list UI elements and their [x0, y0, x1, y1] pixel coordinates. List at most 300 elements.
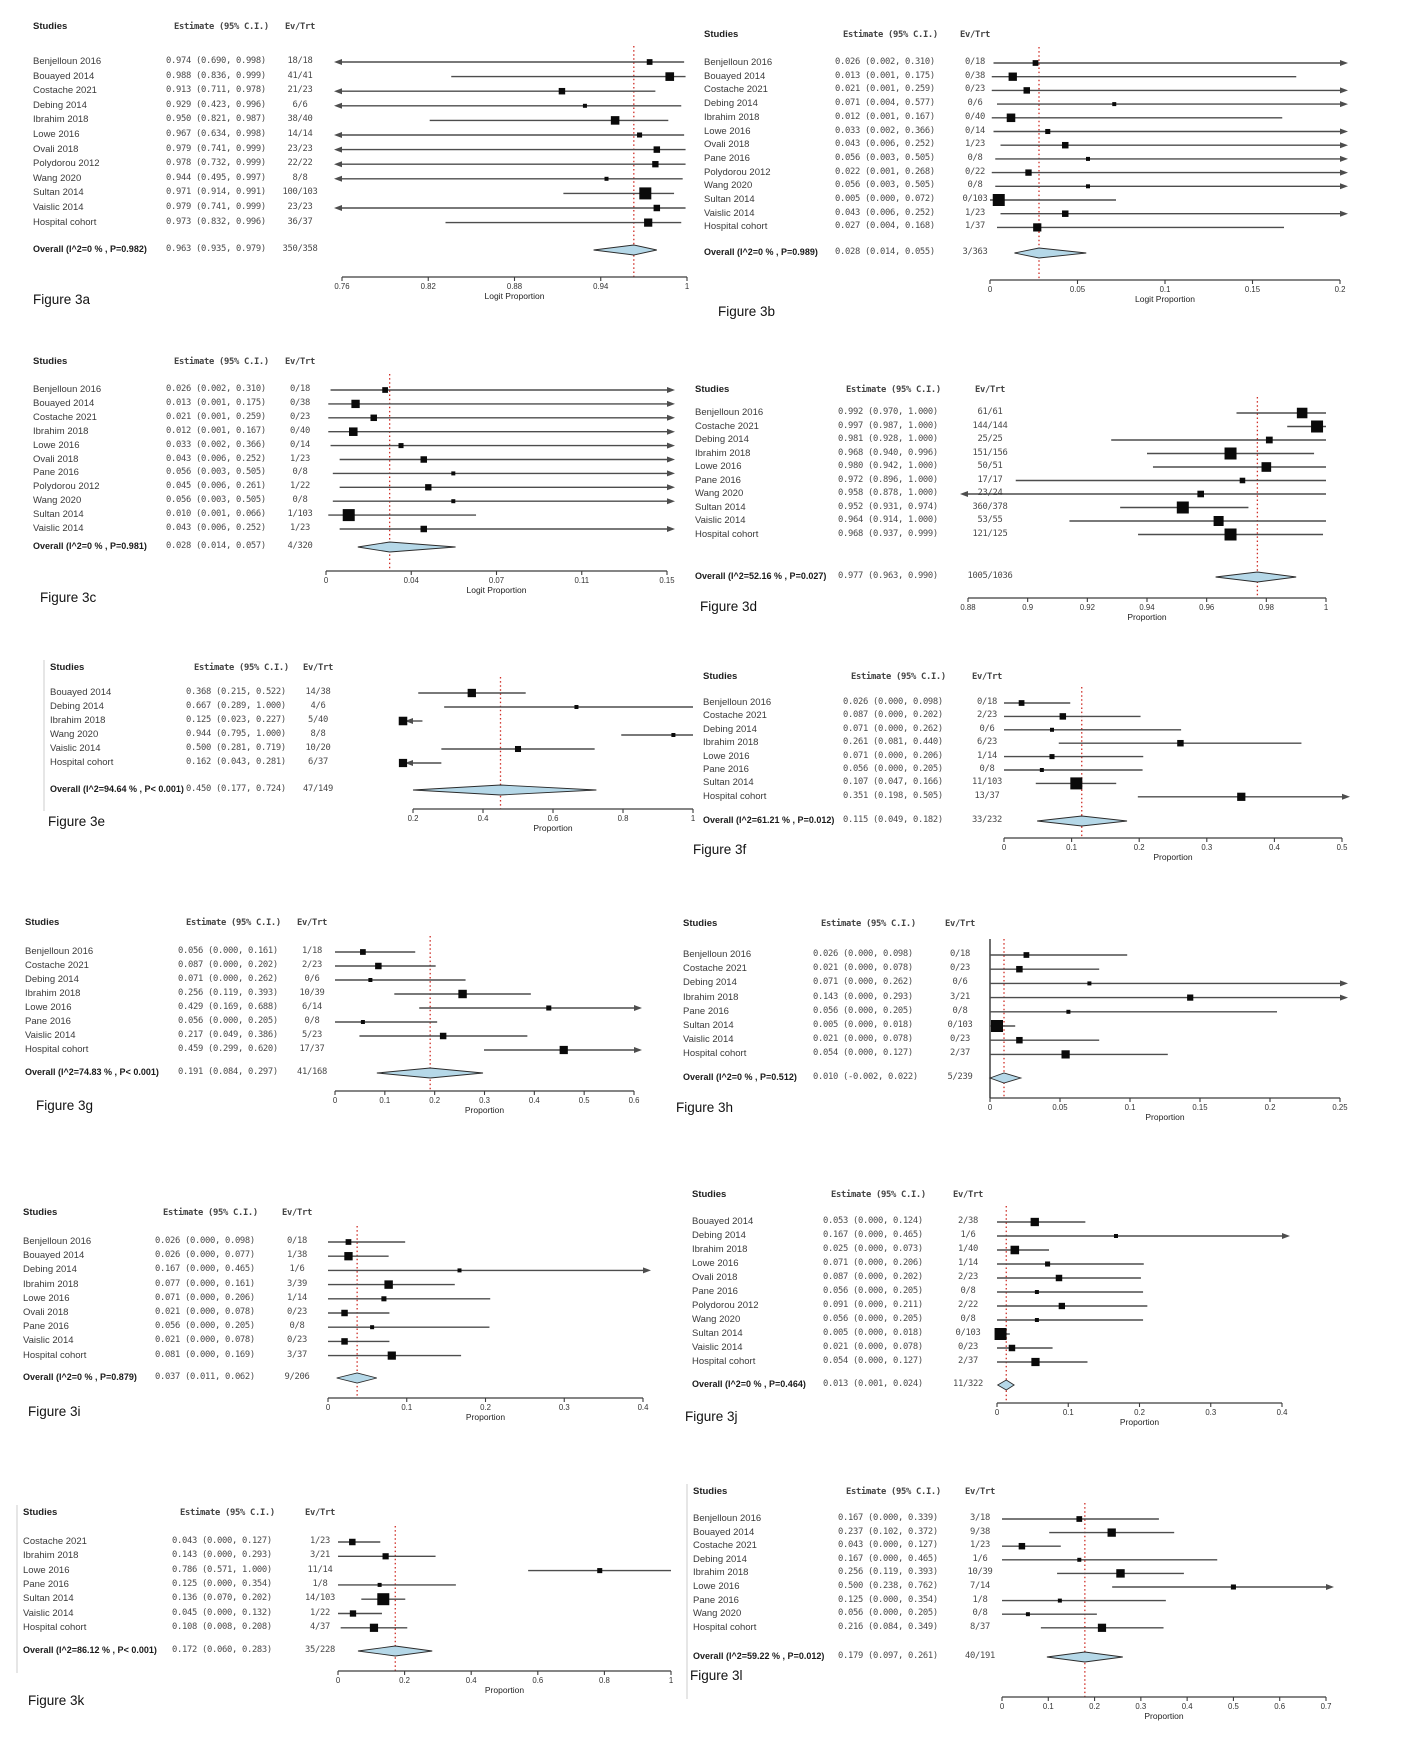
- study-label: Costache 2021: [23, 1536, 87, 1547]
- estimate-value: 0.964 (0.914, 1.000): [838, 515, 938, 525]
- estimate-value: 0.012 (0.001, 0.167): [835, 111, 935, 122]
- ev-trt-value: 0/23: [965, 84, 985, 95]
- study-label: Lowe 2016: [703, 750, 750, 762]
- study-point-estimate-marker: [1225, 448, 1237, 460]
- estimate-value: 0.968 (0.937, 0.999): [838, 528, 938, 539]
- overall-summary-diamond: [377, 1068, 483, 1078]
- overall-summary-diamond: [1216, 572, 1297, 582]
- estimate-value: 0.108 (0.008, 0.208): [172, 1621, 272, 1632]
- ev-trt-value: 360/378: [972, 501, 1008, 512]
- x-axis-tick-label: 0: [987, 285, 993, 294]
- estimate-value: 0.162 (0.043, 0.281): [186, 757, 286, 767]
- study-point-estimate-marker: [1011, 1246, 1020, 1255]
- study-label: Vaislic 2014: [33, 202, 84, 213]
- estimate-value: 0.026 (0.000, 0.098): [843, 697, 943, 707]
- ev-trt-value: 61/61: [977, 407, 1003, 417]
- ci-overflow-arrow-right: [1340, 60, 1348, 66]
- ev-trt-value: 0/6: [304, 974, 320, 984]
- ev-trt-value: 1/22: [310, 1607, 330, 1618]
- study-label: Vaislic 2014: [692, 1342, 743, 1353]
- estimate-value: 0.950 (0.821, 0.987): [166, 114, 266, 125]
- estimate-value: 0.026 (0.000, 0.098): [813, 949, 913, 959]
- estimate-value: 0.143 (0.000, 0.293): [172, 1550, 272, 1561]
- ci-overflow-arrow-right: [1340, 211, 1348, 217]
- study-point-estimate-marker: [1187, 995, 1193, 1001]
- study-point-estimate-marker: [371, 415, 377, 421]
- ci-overflow-arrow-right: [1340, 101, 1348, 107]
- ev-trt-value: 1/14: [287, 1292, 307, 1303]
- overall-label: Overall (I^2=94.64 % , P< 0.001): [50, 784, 184, 794]
- x-axis-tick-label: 0.2: [429, 1096, 441, 1105]
- study-point-estimate-marker: [421, 526, 427, 532]
- ev-trt-value: 0/8: [967, 180, 983, 191]
- study-label: Costache 2021: [695, 420, 759, 432]
- study-label: Hospital cohort: [692, 1356, 756, 1367]
- study-point-estimate-marker: [546, 1005, 551, 1010]
- study-point-estimate-marker: [1045, 129, 1050, 134]
- x-axis-tick-label: 0.94: [1139, 603, 1155, 612]
- estimate-value: 0.045 (0.006, 0.261): [166, 481, 266, 492]
- x-axis-tick-label: 0.5: [1336, 843, 1348, 852]
- ci-overflow-arrow-left: [334, 147, 342, 153]
- overall-ev-trt-value: 3/363: [962, 247, 988, 257]
- estimate-value: 0.056 (0.003, 0.505): [835, 152, 935, 163]
- study-point-estimate-marker: [349, 427, 358, 436]
- x-axis-tick-label: 0.2: [1134, 1408, 1145, 1417]
- study-label: Lowe 2016: [25, 1002, 72, 1013]
- overall-label: Overall (I^2=0 % , P=0.879): [23, 1372, 137, 1382]
- estimate-value: 0.972 (0.896, 1.000): [838, 474, 938, 485]
- study-label: Wang 2020: [33, 172, 82, 184]
- study-point-estimate-marker: [993, 194, 1005, 206]
- estimate-value: 0.056 (0.000, 0.205): [823, 1286, 923, 1296]
- study-label: Ibrahim 2018: [692, 1244, 748, 1255]
- estimate-value: 0.459 (0.299, 0.620): [178, 1044, 278, 1054]
- study-label: Ibrahim 2018: [50, 715, 106, 726]
- x-axis-tick-label: 0.4: [1268, 843, 1280, 852]
- figure-caption: Figure 3a: [33, 292, 91, 307]
- estimate-value: 0.136 (0.070, 0.202): [172, 1593, 272, 1604]
- study-label: Lowe 2016: [695, 461, 742, 472]
- estimate-value: 0.981 (0.928, 1.000): [838, 434, 938, 444]
- study-point-estimate-marker: [515, 746, 521, 752]
- estimate-value: 0.054 (0.000, 0.127): [813, 1048, 913, 1059]
- ev-trt-value: 38/40: [287, 114, 313, 125]
- figure-caption: Figure 3e: [48, 814, 106, 829]
- x-axis-tick-label: 0.5: [578, 1096, 590, 1105]
- column-header-ev-trt: Ev/Trt: [285, 22, 315, 32]
- study-point-estimate-marker: [1098, 1624, 1106, 1632]
- study-point-estimate-marker: [1262, 462, 1272, 472]
- ev-trt-value: 0/8: [979, 764, 995, 774]
- column-header-studies: Studies: [683, 918, 718, 929]
- ci-overflow-arrow-right: [667, 470, 675, 476]
- column-header-estimate: Estimate (95% C.I.): [163, 1208, 258, 1218]
- x-axis-tick-label: 0: [994, 1408, 1000, 1417]
- study-label: Hospital cohort: [683, 1048, 747, 1060]
- study-label: Ibrahim 2018: [25, 988, 81, 999]
- ev-trt-value: 10/20: [305, 743, 331, 753]
- ev-trt-value: 13/37: [974, 790, 1000, 801]
- column-header-studies: Studies: [704, 29, 739, 40]
- x-axis-tick-label: 0.2: [1089, 1702, 1100, 1711]
- study-label: Wang 2020: [33, 495, 82, 507]
- estimate-value: 0.261 (0.081, 0.440): [843, 737, 943, 748]
- study-label: Polydorou 2012: [704, 166, 771, 178]
- study-point-estimate-marker: [1076, 1516, 1082, 1522]
- ev-trt-value: 8/8: [310, 729, 326, 739]
- study-label: Costache 2021: [693, 1540, 757, 1552]
- column-header-studies: Studies: [23, 1207, 58, 1218]
- ev-trt-value: 1/8: [312, 1578, 328, 1589]
- estimate-value: 0.021 (0.000, 0.078): [155, 1335, 255, 1346]
- study-label: Ibrahim 2018: [693, 1567, 749, 1579]
- estimate-value: 0.033 (0.002, 0.366): [835, 125, 935, 136]
- study-label: Sultan 2014: [703, 777, 754, 789]
- estimate-value: 0.944 (0.495, 0.997): [166, 172, 266, 183]
- estimate-value: 0.952 (0.931, 0.974): [838, 501, 938, 512]
- study-point-estimate-marker: [583, 104, 587, 108]
- overall-summary-diamond: [358, 542, 456, 552]
- estimate-value: 0.033 (0.002, 0.366): [166, 439, 266, 450]
- ci-overflow-arrow-right: [1340, 87, 1348, 93]
- ev-trt-value: 23/23: [287, 202, 313, 212]
- study-point-estimate-marker: [1045, 1261, 1050, 1266]
- overall-estimate-value: 0.977 (0.963, 0.990): [838, 571, 938, 581]
- overall-label: Overall (I^2=0 % , P=0.512): [683, 1072, 797, 1082]
- study-label: Debing 2014: [25, 974, 79, 985]
- x-axis-tick-label: 0.4: [528, 1096, 540, 1105]
- estimate-value: 0.026 (0.002, 0.310): [835, 57, 935, 67]
- study-point-estimate-marker: [451, 471, 455, 475]
- study-label: Bouayed 2014: [704, 70, 766, 82]
- study-point-estimate-marker: [1059, 1303, 1065, 1309]
- x-axis-title: Proportion: [484, 1685, 525, 1695]
- estimate-value: 0.071 (0.000, 0.262): [813, 977, 913, 988]
- ev-trt-value: 6/37: [308, 757, 328, 767]
- column-header-studies: Studies: [693, 1486, 728, 1497]
- x-axis-title: Proportion: [464, 1105, 505, 1115]
- ci-overflow-arrow-right: [1340, 142, 1348, 148]
- study-point-estimate-marker: [1112, 102, 1116, 106]
- x-axis-tick-label: 1: [684, 282, 690, 291]
- x-axis-tick-label: 0.11: [574, 576, 590, 585]
- study-label: Bouayed 2014: [33, 70, 95, 82]
- estimate-value: 0.125 (0.000, 0.354): [838, 1594, 938, 1605]
- x-axis-title: Proportion: [1153, 852, 1193, 862]
- estimate-value: 0.978 (0.732, 0.999): [166, 158, 266, 169]
- estimate-value: 0.056 (0.000, 0.205): [838, 1608, 938, 1619]
- ev-trt-value: 53/55: [977, 515, 1003, 525]
- study-point-estimate-marker: [995, 1328, 1007, 1340]
- study-point-estimate-marker: [1033, 223, 1041, 231]
- study-point-estimate-marker: [1019, 700, 1025, 706]
- ev-trt-value: 0/14: [965, 125, 985, 136]
- x-axis-tick-label: 0.6: [547, 814, 559, 823]
- x-axis-title: Proportion: [533, 823, 573, 833]
- x-axis-tick-label: 0.92: [1079, 603, 1095, 612]
- study-point-estimate-marker: [1062, 210, 1068, 216]
- column-header-estimate: Estimate (95% C.I.): [186, 918, 281, 928]
- ev-trt-value: 4/6: [310, 701, 326, 711]
- ev-trt-value: 0/23: [290, 411, 310, 422]
- ev-trt-value: 0/18: [290, 384, 310, 394]
- study-point-estimate-marker: [1060, 713, 1066, 719]
- study-point-estimate-marker: [991, 1020, 1003, 1032]
- ev-trt-value: 144/144: [972, 420, 1008, 431]
- overall-summary-diamond: [413, 785, 596, 795]
- study-label: Hospital cohort: [23, 1349, 87, 1361]
- ci-overflow-arrow-right: [667, 457, 675, 463]
- x-axis-tick-label: 0.04: [403, 576, 419, 585]
- estimate-value: 0.056 (0.003, 0.505): [166, 495, 266, 506]
- study-label: Polydorou 2012: [33, 158, 100, 170]
- study-point-estimate-marker: [383, 1553, 389, 1559]
- x-axis-tick-label: 0.88: [960, 603, 976, 612]
- study-label: Debing 2014: [23, 1264, 77, 1276]
- study-point-estimate-marker: [1016, 966, 1022, 972]
- study-label: Lowe 2016: [692, 1258, 739, 1269]
- ev-trt-value: 0/23: [950, 1034, 970, 1045]
- estimate-value: 0.005 (0.000, 0.018): [813, 1020, 913, 1030]
- study-point-estimate-marker: [377, 1593, 389, 1605]
- study-label: Ibrahim 2018: [683, 991, 739, 1003]
- study-point-estimate-marker: [1116, 1569, 1124, 1577]
- x-axis-tick-label: 0.7: [1320, 1702, 1332, 1711]
- ev-trt-value: 0/8: [292, 467, 308, 478]
- study-label: Pane 2016: [23, 1578, 69, 1590]
- x-axis-tick-label: 0: [323, 576, 329, 585]
- overall-label: Overall (I^2=0 % , P=0.464): [692, 1379, 806, 1389]
- ev-trt-value: 0/23: [287, 1307, 307, 1317]
- x-axis-title: Logit Proportion: [1134, 294, 1196, 304]
- study-label: Pane 2016: [23, 1321, 69, 1333]
- ci-overflow-arrow-right: [1340, 980, 1348, 986]
- study-point-estimate-marker: [1050, 728, 1054, 732]
- x-axis-tick-label: 0.2: [399, 1676, 411, 1685]
- study-point-estimate-marker: [671, 733, 675, 737]
- study-point-estimate-marker: [1009, 73, 1017, 81]
- ev-trt-value: 2/37: [958, 1356, 978, 1366]
- study-label: Ovali 2018: [33, 143, 79, 155]
- study-point-estimate-marker: [560, 1046, 568, 1054]
- estimate-value: 0.005 (0.000, 0.072): [835, 194, 935, 204]
- study-point-estimate-marker: [360, 949, 366, 955]
- ev-trt-value: 14/38: [305, 687, 331, 697]
- study-label: Hospital cohort: [703, 790, 767, 802]
- x-axis-tick-label: 0.4: [477, 814, 489, 823]
- ev-trt-value: 100/103: [282, 187, 318, 198]
- ci-overflow-arrow-left: [960, 491, 968, 497]
- study-label: Hospital cohort: [50, 757, 114, 768]
- column-header-studies: Studies: [703, 671, 738, 682]
- x-axis-tick-label: 0: [325, 1403, 331, 1412]
- estimate-value: 0.973 (0.832, 0.996): [166, 216, 266, 227]
- ci-overflow-arrow-right: [667, 498, 675, 504]
- x-axis-title: Proportion: [1119, 1417, 1160, 1427]
- ev-trt-value: 2/22: [958, 1300, 978, 1310]
- study-point-estimate-marker: [1033, 60, 1039, 66]
- x-axis-tick-label: 0.3: [1135, 1702, 1147, 1711]
- estimate-value: 0.087 (0.000, 0.202): [823, 1272, 923, 1282]
- study-label: Bouayed 2014: [23, 1250, 85, 1262]
- ev-trt-value: 11/103: [972, 777, 1002, 788]
- study-label: Ibrahim 2018: [695, 447, 751, 459]
- ci-overflow-arrow-right: [1342, 794, 1350, 800]
- study-point-estimate-marker: [425, 484, 431, 490]
- study-point-estimate-marker: [468, 689, 476, 697]
- study-label: Lowe 2016: [693, 1581, 740, 1592]
- x-axis-tick-label: 0.05: [1069, 285, 1086, 294]
- study-point-estimate-marker: [341, 1338, 347, 1344]
- estimate-value: 0.087 (0.000, 0.202): [843, 710, 943, 721]
- ev-trt-value: 1/8: [972, 1594, 988, 1605]
- x-axis-title: Proportion: [1127, 612, 1167, 622]
- estimate-value: 0.071 (0.004, 0.577): [835, 98, 935, 109]
- study-point-estimate-marker: [637, 132, 642, 137]
- study-label: Ovali 2018: [692, 1272, 738, 1283]
- ev-trt-value: 3/21: [310, 1550, 330, 1561]
- figure-caption: Figure 3b: [718, 304, 776, 319]
- column-header-ev-trt: Ev/Trt: [945, 919, 975, 929]
- overall-ev-trt-value: 35/228: [305, 1645, 335, 1655]
- study-label: Benjelloun 2016: [683, 949, 752, 960]
- study-point-estimate-marker: [1040, 768, 1044, 772]
- x-axis-tick-label: 0.96: [1199, 603, 1215, 612]
- figure-caption: Figure 3j: [685, 1409, 738, 1424]
- study-label: Pane 2016: [692, 1286, 738, 1297]
- study-point-estimate-marker: [351, 400, 359, 408]
- estimate-value: 0.351 (0.198, 0.505): [843, 790, 943, 801]
- ci-overflow-arrow-right: [634, 1005, 642, 1011]
- ev-trt-value: 0/6: [979, 723, 995, 734]
- x-axis-tick-label: 0.2: [480, 1403, 491, 1412]
- study-label: Hospital cohort: [704, 221, 768, 233]
- study-point-estimate-marker: [611, 116, 620, 125]
- study-label: Ibrahim 2018: [23, 1278, 79, 1290]
- ev-trt-value: 0/6: [952, 977, 968, 988]
- study-point-estimate-marker: [559, 88, 565, 94]
- ev-trt-value: 8/8: [292, 172, 308, 183]
- ev-trt-value: 0/103: [947, 1020, 973, 1030]
- x-axis-tick-label: 0.4: [465, 1676, 477, 1685]
- ci-overflow-arrow-right: [1340, 156, 1348, 162]
- x-axis-tick-label: 0.15: [1192, 1103, 1208, 1112]
- study-label: Sultan 2014: [23, 1593, 74, 1605]
- ev-trt-value: 2/23: [302, 960, 322, 970]
- ev-trt-value: 7/14: [970, 1581, 990, 1591]
- estimate-value: 0.022 (0.001, 0.268): [835, 166, 935, 177]
- ev-trt-value: 14/14: [287, 129, 313, 139]
- study-point-estimate-marker: [1077, 1558, 1081, 1562]
- study-point-estimate-marker: [639, 187, 651, 199]
- estimate-value: 0.974 (0.690, 0.998): [166, 56, 266, 66]
- study-label: Benjelloun 2016: [693, 1513, 762, 1524]
- x-axis-tick-label: 0.82: [420, 282, 436, 291]
- overall-estimate-value: 0.010 (-0.002, 0.022): [813, 1072, 918, 1082]
- ev-trt-value: 50/51: [977, 461, 1003, 471]
- study-point-estimate-marker: [458, 1268, 462, 1272]
- x-axis-tick-label: 0.88: [506, 282, 523, 291]
- x-axis-tick-label: 0: [987, 1103, 993, 1112]
- estimate-value: 0.043 (0.006, 0.252): [166, 453, 266, 464]
- ci-overflow-arrow-right: [1282, 1233, 1290, 1239]
- estimate-value: 0.997 (0.987, 1.000): [838, 420, 938, 431]
- figure-caption: Figure 3h: [676, 1100, 734, 1115]
- study-label: Costache 2021: [33, 411, 97, 423]
- column-header-ev-trt: Ev/Trt: [305, 1508, 335, 1518]
- overall-label: Overall (I^2=52.16 % , P=0.027): [695, 571, 827, 581]
- study-point-estimate-marker: [1066, 1010, 1070, 1014]
- study-label: Pane 2016: [33, 467, 79, 479]
- study-point-estimate-marker: [378, 1583, 382, 1587]
- x-axis-tick-label: 0.1: [401, 1403, 413, 1412]
- overall-summary-diamond: [358, 1646, 432, 1656]
- study-label: Sultan 2014: [692, 1328, 743, 1339]
- ci-overflow-arrow-left: [334, 59, 342, 65]
- study-label: Debing 2014: [695, 434, 749, 445]
- column-header-estimate: Estimate (95% C.I.): [174, 357, 269, 367]
- ev-trt-value: 1/14: [958, 1258, 978, 1268]
- ev-trt-value: 1/6: [289, 1264, 305, 1275]
- study-point-estimate-marker: [1114, 1234, 1118, 1238]
- ev-trt-value: 10/39: [967, 1567, 993, 1578]
- estimate-value: 0.071 (0.000, 0.262): [843, 723, 943, 734]
- estimate-value: 0.087 (0.000, 0.202): [178, 960, 278, 970]
- ev-trt-value: 0/40: [965, 111, 985, 122]
- study-label: Vaislic 2014: [23, 1335, 74, 1347]
- estimate-value: 0.025 (0.000, 0.073): [823, 1244, 923, 1254]
- study-label: Bouayed 2014: [33, 397, 95, 409]
- estimate-value: 0.667 (0.289, 1.000): [186, 701, 286, 711]
- estimate-value: 0.967 (0.634, 0.998): [166, 129, 266, 139]
- column-header-ev-trt: Ev/Trt: [303, 663, 333, 673]
- ev-trt-value: 0/40: [290, 425, 310, 436]
- estimate-value: 0.929 (0.423, 0.996): [166, 99, 266, 110]
- ev-trt-value: 2/23: [977, 710, 997, 721]
- x-axis-tick-label: 0: [999, 1702, 1005, 1711]
- ev-trt-value: 0/8: [289, 1321, 305, 1332]
- estimate-value: 0.786 (0.571, 1.000): [172, 1564, 272, 1575]
- ev-trt-value: 6/14: [302, 1002, 322, 1012]
- study-label: Sultan 2014: [33, 187, 84, 199]
- x-axis-tick-label: 0.5: [1228, 1702, 1239, 1711]
- study-point-estimate-marker: [346, 1239, 352, 1245]
- study-point-estimate-marker: [349, 1539, 355, 1545]
- column-header-studies: Studies: [23, 1507, 58, 1518]
- column-header-ev-trt: Ev/Trt: [965, 1487, 995, 1497]
- estimate-value: 0.056 (0.003, 0.505): [166, 467, 266, 478]
- overall-summary-diamond: [594, 245, 657, 255]
- ci-overflow-arrow-right: [1326, 1584, 1334, 1590]
- study-label: Ibrahim 2018: [23, 1550, 79, 1562]
- estimate-value: 0.992 (0.970, 1.000): [838, 407, 938, 417]
- ci-overflow-arrow-right: [667, 526, 675, 532]
- overall-ev-trt-value: 350/358: [282, 244, 318, 254]
- estimate-value: 0.091 (0.000, 0.211): [823, 1300, 923, 1310]
- study-point-estimate-marker: [451, 499, 455, 503]
- x-axis-tick-label: 0.1: [1066, 843, 1078, 852]
- ev-trt-value: 41/41: [287, 70, 313, 81]
- study-label: Lowe 2016: [33, 129, 80, 140]
- study-label: Costache 2021: [683, 963, 747, 975]
- ev-trt-value: 0/22: [965, 166, 985, 177]
- study-point-estimate-marker: [341, 1310, 347, 1316]
- ev-trt-value: 8/37: [970, 1621, 990, 1632]
- study-point-estimate-marker: [1177, 740, 1183, 746]
- study-label: Benjelloun 2016: [33, 384, 102, 395]
- estimate-value: 0.043 (0.006, 0.252): [166, 523, 266, 533]
